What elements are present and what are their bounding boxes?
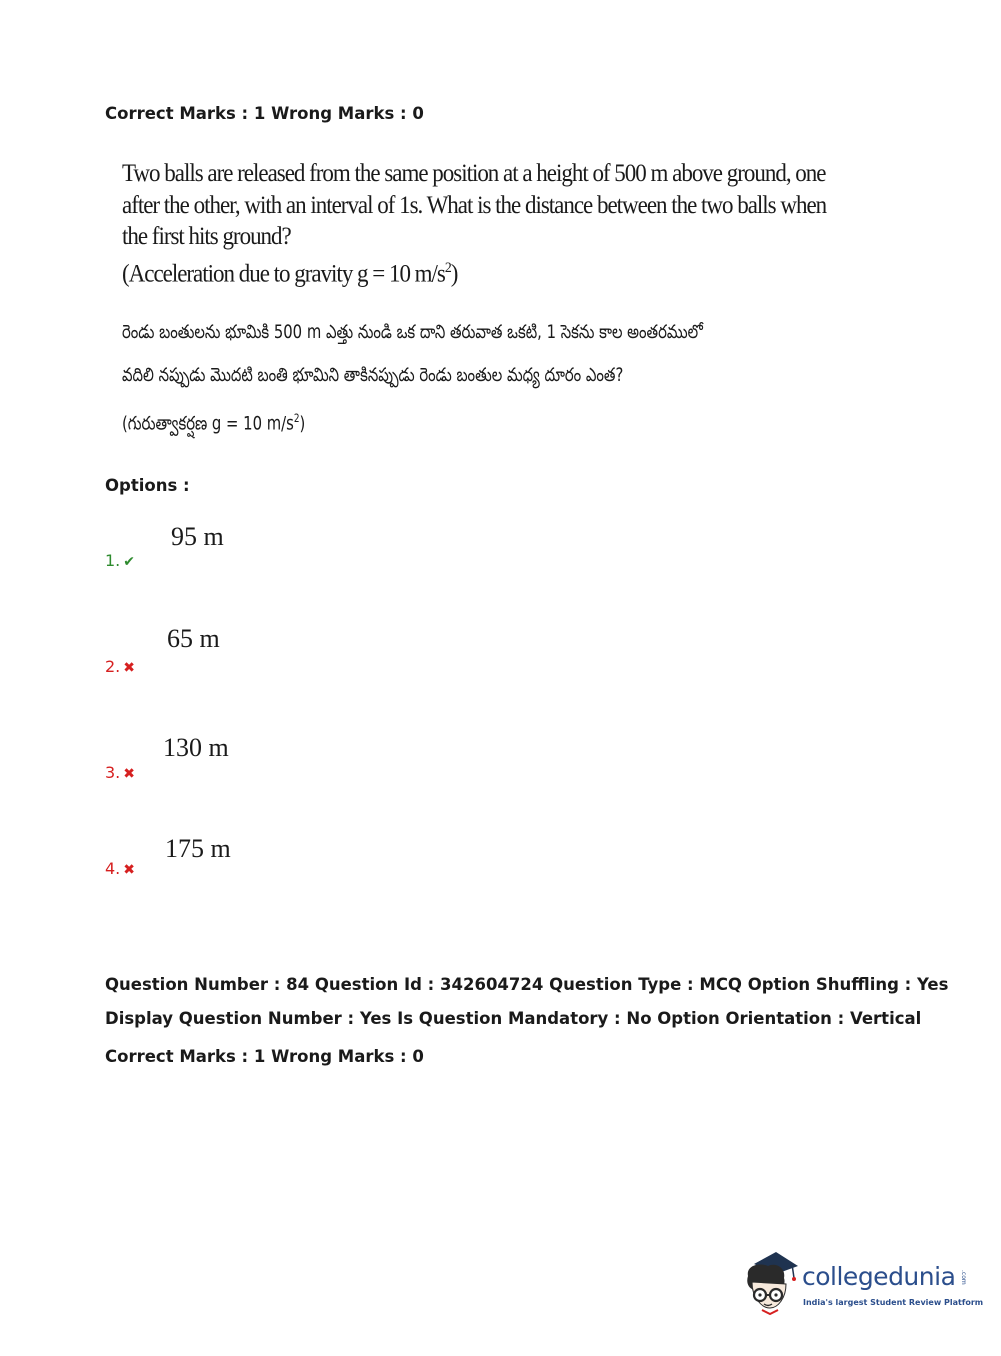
option-number-text: 1. xyxy=(105,551,121,570)
option-text: 175 m xyxy=(165,834,231,863)
option-number xyxy=(105,657,135,676)
gravity-prefix: (Acceleration due to gravity g = 10 m/s xyxy=(122,259,445,287)
collegedunia-logo xyxy=(742,1250,984,1320)
question-telugu-line: రెండు బంతులను భూమికి 500 m ఎత్తు నుండి ఒక దాని తరువాత ఒకటి, 1 సెకను కాల అంతరములో xyxy=(122,321,703,344)
question-meta-line-3: Correct Marks : 1 Wrong Marks : 0 xyxy=(105,1047,424,1066)
logo-tagline: India's largest Student Review Platform xyxy=(803,1298,984,1307)
option-text: 95 m xyxy=(171,522,224,551)
option-number-text: 4. xyxy=(105,859,121,878)
question-english-line: after the other, with an interval of 1s. What is the distance between the two balls when xyxy=(122,191,827,219)
option-1[interactable] xyxy=(105,520,505,580)
option-text: 65 m xyxy=(167,624,220,653)
logo-com: .com xyxy=(960,1270,967,1285)
question-english-line: Two balls are released from the same position at a height of 500 m above ground, one xyxy=(122,160,826,187)
question-meta-line-2: Display Question Number : Yes Is Question Mandatory : No Option Orientation : Vertical xyxy=(105,1009,922,1028)
mascot-icon xyxy=(742,1250,800,1316)
question-meta-line-1: Question Number : 84 Question Id : 342604724 Question Type : MCQ Option Shuffling : Yes xyxy=(105,975,949,994)
question-english-line: the first hits ground? xyxy=(122,223,291,250)
options-label: Options : xyxy=(105,476,190,495)
option-3[interactable] xyxy=(105,731,505,791)
option-number xyxy=(105,859,135,878)
option-4[interactable] xyxy=(105,832,505,892)
marks-line-top: Correct Marks : 1 Wrong Marks : 0 xyxy=(105,104,424,123)
telugu-gravity-exponent: 2 xyxy=(293,411,300,426)
telugu-gravity-prefix: (గురుత్వాకర్షణ g = 10 m/s xyxy=(122,412,294,435)
option-number xyxy=(105,551,135,570)
gravity-exponent: 2 xyxy=(444,259,451,276)
gravity-suffix: ) xyxy=(450,259,458,287)
option-text: 130 m xyxy=(163,733,229,762)
option-2[interactable] xyxy=(105,622,505,682)
cross-icon: ✖ xyxy=(123,660,135,676)
question-telugu xyxy=(122,311,715,445)
check-icon: ✔ xyxy=(123,554,135,570)
telugu-gravity-note xyxy=(122,397,715,445)
cross-icon: ✖ xyxy=(123,766,135,782)
option-number-text: 2. xyxy=(105,657,121,676)
logo-wordmark: collegedunia xyxy=(802,1262,956,1291)
question-block xyxy=(122,158,827,446)
gravity-note xyxy=(122,253,711,290)
telugu-gravity-suffix: ) xyxy=(299,412,306,435)
cross-icon: ✖ xyxy=(123,862,135,878)
question-telugu-line: వదిలి నప్పుడు మొదటి బంతి భూమిని తాకినప్పుడు రెండు బంతుల మధ్య దూరం ఎంత? xyxy=(122,364,624,387)
option-number-text: 3. xyxy=(105,763,121,782)
question-english xyxy=(122,158,827,289)
option-number xyxy=(105,763,135,782)
